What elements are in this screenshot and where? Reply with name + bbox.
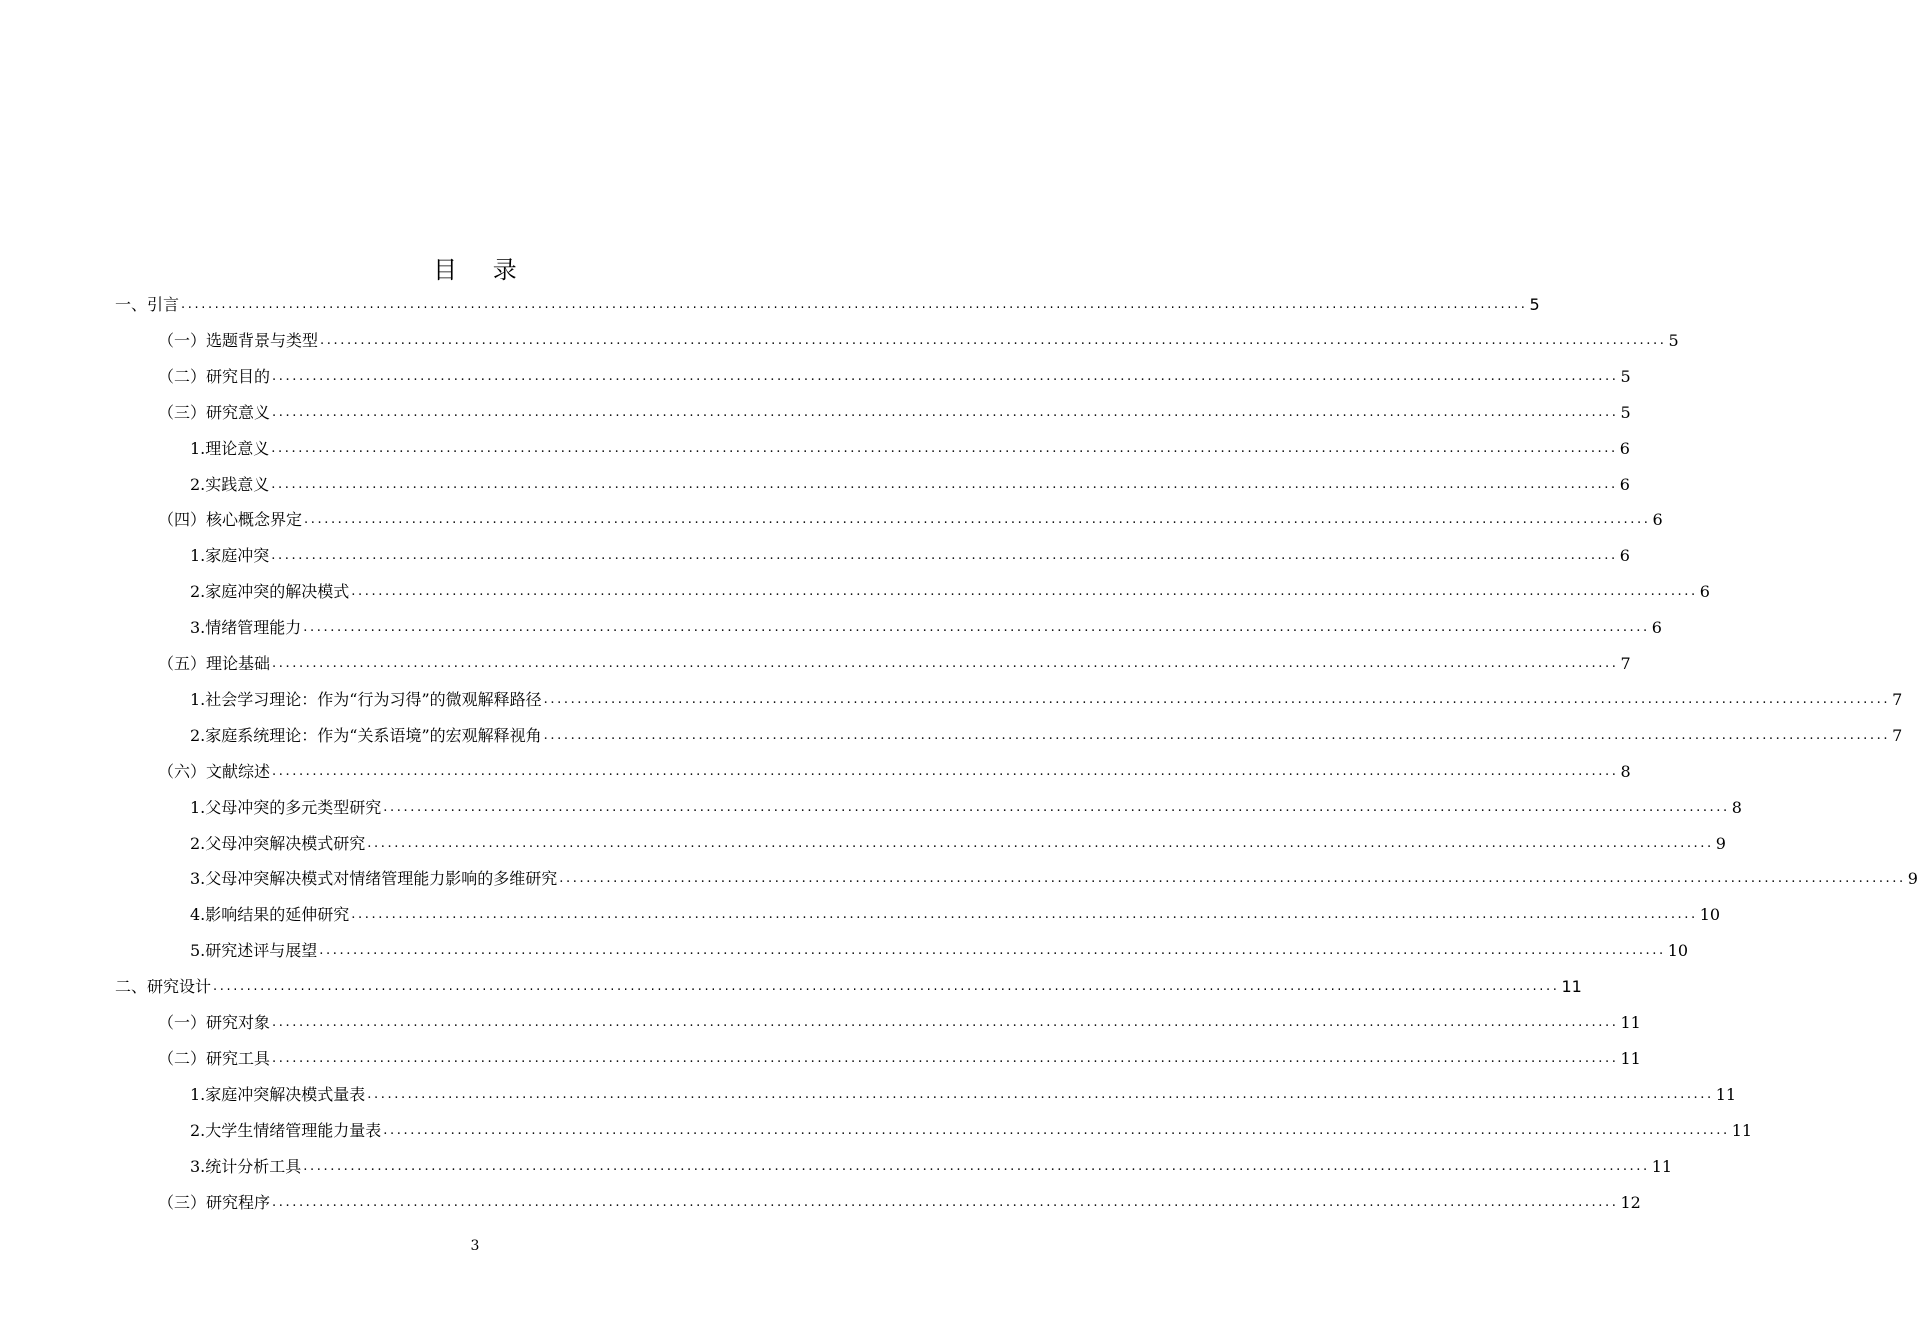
toc-entry-label: 3.统计分析工具	[190, 1156, 302, 1176]
toc-entry-page: 5	[1620, 402, 1631, 422]
toc-leader-dots: ........................................................................................................................................................................................................	[543, 691, 1891, 707]
toc-entry-page: 6	[1619, 438, 1630, 458]
page-title: 目 录	[433, 256, 531, 284]
toc-entry-label: （一）研究对象	[158, 1013, 271, 1032]
toc-leader-dots: ........................................................................................................................................................................................................	[367, 1086, 1714, 1102]
toc-entry[interactable]	[190, 572, 1710, 602]
toc-entry-page: 5	[1668, 330, 1679, 350]
toc-entry-label: 2.父母冲突解决模式研究	[190, 833, 366, 853]
toc-entry-label: 2.实践意义	[190, 474, 270, 494]
toc-entry-label: 1.社会学习理论：作为“行为习得”的微观解释路径	[190, 689, 542, 709]
toc-leader-dots: ........................................................................................................................................................................................................	[271, 548, 1618, 564]
toc-entry-label: 2.大学生情绪管理能力量表	[190, 1120, 382, 1140]
toc-entry-page: 6	[1619, 474, 1630, 494]
toc-entry[interactable]	[158, 357, 1631, 387]
toc-entry[interactable]	[190, 1111, 1753, 1141]
toc-entry-label: 2.家庭冲突的解决模式	[190, 582, 350, 602]
toc-entry-page: 6	[1699, 582, 1710, 602]
toc-leader-dots: ........................................................................................................................................................................................................	[351, 584, 1698, 600]
toc-leader-dots: ........................................................................................................................................................................................................	[213, 979, 1560, 995]
toc-leader-dots: ........................................................................................................................................................................................................	[304, 512, 1651, 528]
toc-entry[interactable]	[190, 824, 1726, 854]
toc-entry-page: 11	[1620, 1013, 1641, 1032]
toc-entry[interactable]	[190, 680, 1903, 710]
toc-entry-label: （四）核心概念界定	[158, 510, 303, 530]
toc-leader-dots: ........................................................................................................................................................................................................	[272, 1194, 1619, 1210]
toc-entry[interactable]	[190, 895, 1721, 925]
toc-entry-page: 6	[1619, 546, 1630, 566]
toc-entry-page: 11	[1561, 977, 1582, 997]
toc-entry-label: （三）研究程序	[158, 1192, 271, 1212]
toc-entry-label: （五）理论基础	[158, 654, 271, 673]
toc-entry-label: （二）研究工具	[158, 1048, 271, 1068]
toc-entry-label: 1.家庭冲突	[190, 546, 270, 566]
toc-entry[interactable]	[190, 931, 1689, 961]
toc-leader-dots: ........................................................................................................................................................................................................	[272, 656, 1619, 671]
toc-entry-page: 7	[1620, 654, 1631, 673]
toc-entry[interactable]	[158, 321, 1679, 351]
toc-leader-dots: ........................................................................................................................................................................................................	[543, 727, 1891, 743]
toc-entry[interactable]	[158, 1003, 1641, 1033]
toc-leader-dots: ........................................................................................................................................................................................................	[272, 368, 1619, 384]
toc-entry[interactable]	[190, 465, 1630, 495]
toc-entry[interactable]	[190, 788, 1742, 818]
toc-entry-page: 9	[1907, 869, 1918, 889]
toc-entry[interactable]	[158, 1183, 1641, 1213]
toc-entry[interactable]	[190, 536, 1630, 566]
toc-entry[interactable]	[158, 752, 1631, 782]
toc-entry-page: 11	[1731, 1120, 1753, 1140]
toc-entry-label: （一）选题背景与类型	[158, 330, 319, 350]
toc-entry[interactable]	[115, 285, 1540, 315]
toc-entry[interactable]	[190, 1075, 1737, 1105]
toc-leader-dots: ........................................................................................................................................................................................................	[303, 1158, 1650, 1174]
toc-entry-label: （二）研究目的	[158, 366, 271, 386]
toc-entry-label: 5.研究述评与展望	[190, 941, 318, 961]
toc-entry-label: 1.家庭冲突解决模式量表	[190, 1084, 366, 1104]
toc-entry[interactable]	[190, 429, 1630, 459]
toc-entry-label: 3.父母冲突解决模式对情绪管理能力影响的多维研究	[190, 869, 558, 889]
toc-leader-dots: ........................................................................................................................................................................................................	[272, 404, 1619, 420]
toc-entry[interactable]	[190, 716, 1903, 746]
toc-leader-dots: ........................................................................................................................................................................................................	[272, 763, 1619, 779]
page-number: 3	[470, 1238, 480, 1254]
toc-leader-dots: ........................................................................................................................................................................................................	[271, 476, 1618, 492]
toc-leader-dots: ........................................................................................................................................................................................................	[272, 1050, 1619, 1066]
toc-leader-dots: ........................................................................................................................................................................................................	[383, 1122, 1730, 1138]
toc-entry[interactable]	[190, 859, 1918, 889]
toc-entry-label: 一、引言	[115, 295, 180, 314]
toc-leader-dots: ........................................................................................................................................................................................................	[351, 907, 1698, 923]
toc-entry-page: 10	[1699, 905, 1721, 925]
toc-entry-page: 8	[1620, 761, 1631, 781]
toc-leader-dots: ........................................................................................................................................................................................................	[383, 799, 1730, 815]
toc-entry-page: 12	[1620, 1192, 1641, 1212]
toc-entry-page: 7	[1892, 725, 1903, 745]
toc-entry-page: 6	[1652, 510, 1663, 530]
toc-entry-label: 1.理论意义	[190, 438, 270, 458]
toc-entry-page: 11	[1620, 1048, 1641, 1068]
toc-leader-dots: ........................................................................................................................................................................................................	[319, 943, 1666, 959]
toc-leader-dots: ........................................................................................................................................................................................................	[181, 297, 1528, 312]
toc-entry-page: 11	[1715, 1084, 1737, 1104]
toc-leader-dots: ........................................................................................................................................................................................................	[367, 835, 1714, 851]
toc-entry[interactable]	[158, 393, 1631, 423]
toc-entry-label: 2.家庭系统理论：作为“关系语境”的宏观解释视角	[190, 725, 542, 745]
toc-leader-dots: ........................................................................................................................................................................................................	[272, 1015, 1619, 1030]
toc-entry-label: 1.父母冲突的多元类型研究	[190, 797, 382, 817]
toc-entry-label: （三）研究意义	[158, 402, 271, 422]
toc-entry[interactable]	[190, 608, 1662, 638]
toc-entry[interactable]	[158, 1039, 1641, 1069]
toc-entry-label: 二、研究设计	[115, 977, 212, 997]
toc-entry-page: 6	[1651, 618, 1662, 638]
toc-leader-dots: ........................................................................................................................................................................................................	[303, 620, 1650, 636]
toc-entry-label: 4.影响结果的延伸研究	[190, 905, 350, 925]
toc-leader-dots: ........................................................................................................................................................................................................	[271, 440, 1618, 456]
toc-entry-page: 5	[1620, 366, 1631, 386]
toc-entry-page: 9	[1715, 833, 1726, 853]
toc-leader-dots: ........................................................................................................................................................................................................	[559, 871, 1906, 887]
toc-entry-page: 8	[1731, 797, 1742, 817]
toc-entry-label: （六）文献综述	[158, 761, 271, 781]
toc-entry[interactable]	[190, 1147, 1673, 1177]
toc-entry-page: 11	[1651, 1156, 1673, 1176]
toc-entry-page: 7	[1892, 689, 1903, 709]
toc-entry-label: 3.情绪管理能力	[190, 618, 302, 638]
toc-leader-dots: ........................................................................................................................................................................................................	[320, 332, 1667, 348]
toc-entry-page: 5	[1529, 295, 1540, 314]
toc-entry[interactable]	[158, 644, 1631, 674]
toc-entry[interactable]	[158, 500, 1663, 530]
toc-entry-page: 10	[1667, 941, 1689, 961]
toc-entry[interactable]	[115, 967, 1582, 997]
